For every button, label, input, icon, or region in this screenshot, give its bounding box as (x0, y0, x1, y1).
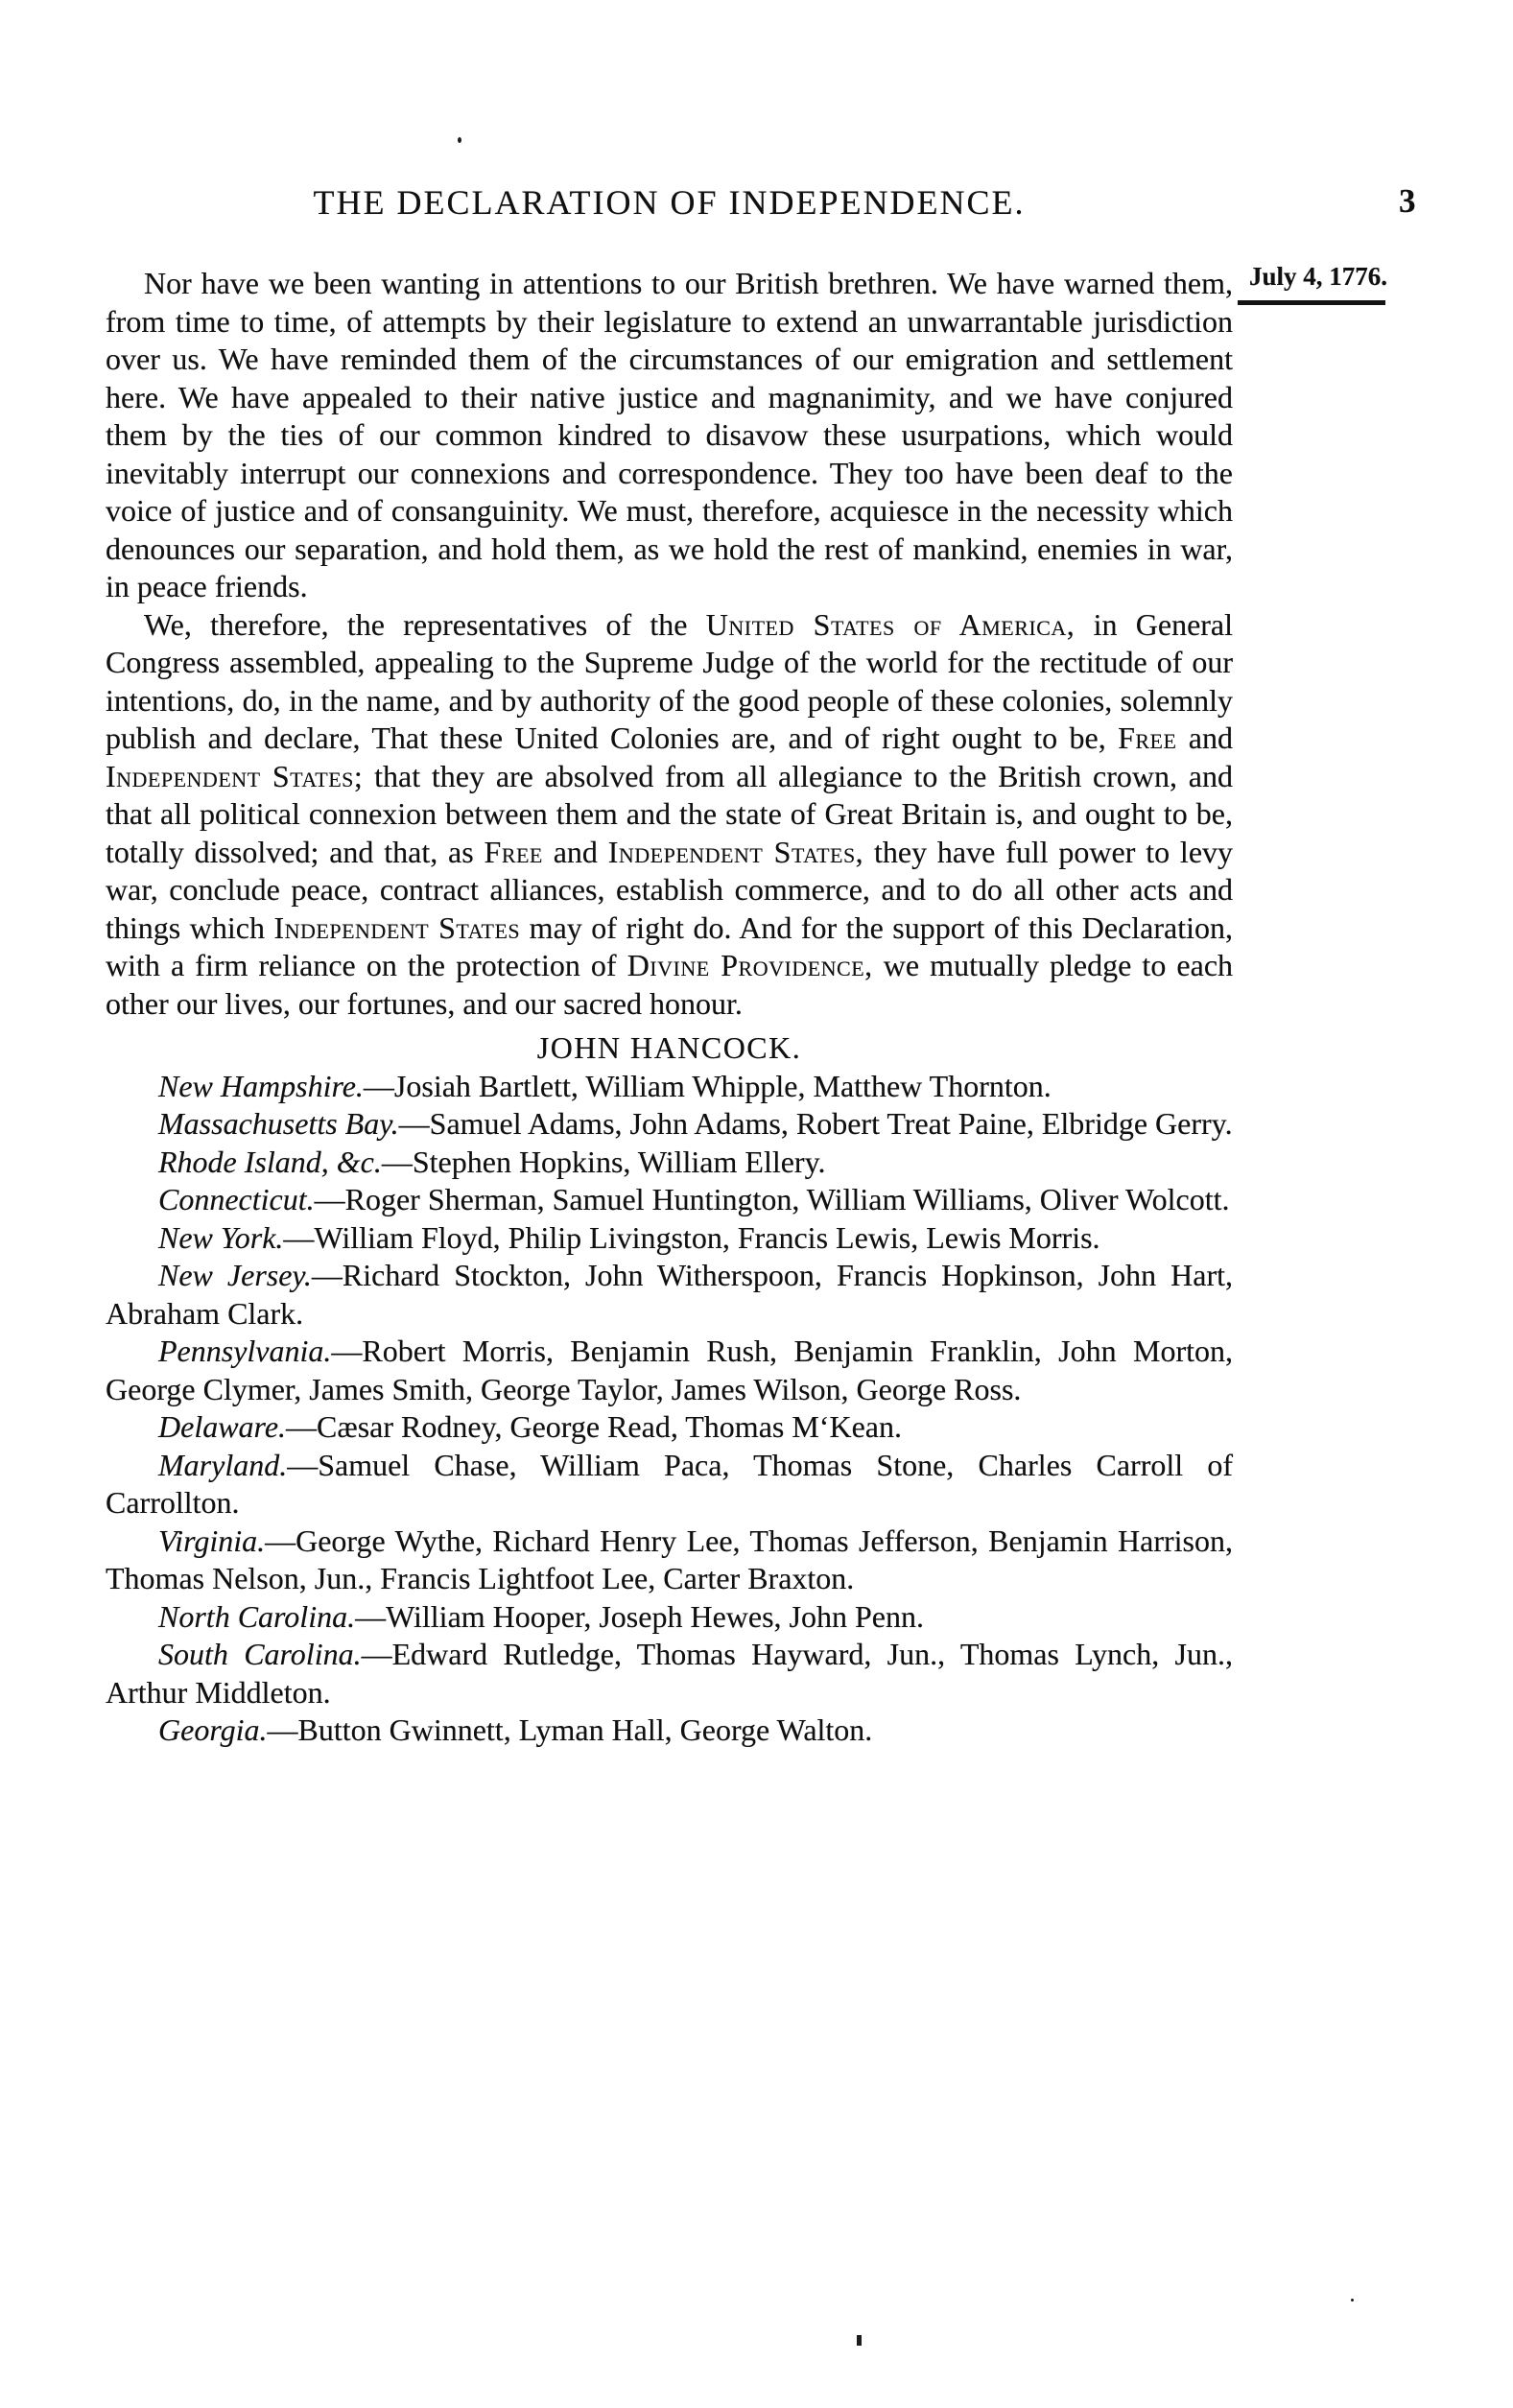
signer-line (106, 1219, 1233, 1258)
signer-state: North Carolina. (158, 1598, 356, 1634)
signer-state: New York. (158, 1219, 284, 1255)
em-dash: — (381, 1144, 413, 1179)
page-number: 3 (1399, 182, 1416, 220)
signer-names: Button Gwinnett, Lyman Hall, George Walton. (297, 1712, 873, 1747)
signer-state: Maryland. (158, 1447, 288, 1482)
signer-line (106, 1144, 1233, 1182)
em-dash: — (311, 1258, 343, 1292)
body-paragraph (106, 606, 1233, 1024)
em-dash: — (355, 1598, 387, 1634)
paragraph-text: we mutually pledge to each other our lives, our fortunes, and our sacred honour. (106, 948, 1234, 1021)
margin-note (1238, 261, 1415, 305)
signer-names: William Floyd, Philip Livingston, Francis Lewis, Lewis Morris. (314, 1219, 1100, 1255)
smallcaps-text: Free (1118, 720, 1177, 755)
body-paragraph (106, 265, 1233, 606)
signer-state: South Carolina. (158, 1637, 362, 1671)
signer-names: Stephen Hopkins, William Ellery. (412, 1144, 826, 1179)
signer-names: Cæsar Rodney, George Read, Thomas M‘Kean. (317, 1409, 902, 1444)
scan-speck (1351, 2299, 1354, 2302)
signer-line (106, 1712, 1233, 1750)
signer-names: Robert Morris, Benjamin Rush, Benjamin Franklin, John Morton, George Clymer, James Smith, George Taylor, James Wilson, George Ross. (106, 1334, 1233, 1406)
signer-names: George Wythe, Richard Henry Lee, Thomas Jefferson, Benjamin Harrison, Thomas Nelson, Jun., Francis Lightfoot Lee, Carter Braxton. (106, 1523, 1233, 1595)
signer-state: Virginia. (158, 1523, 266, 1558)
signer-state: Georgia. (158, 1712, 268, 1747)
signer-line (106, 1408, 1233, 1447)
signer-line (106, 1447, 1233, 1523)
smallcaps-text: Divine Providence, (626, 948, 873, 982)
signer-line (106, 1068, 1233, 1106)
em-dash: — (361, 1637, 392, 1671)
margin-note-date: July 4, 1776. (1249, 262, 1388, 291)
em-dash: — (314, 1182, 345, 1216)
margin-note-rule (1238, 300, 1385, 305)
paragraph-text: may of right do. And for the support of this Declaration, with a firm reliance on the protection of (106, 909, 1234, 982)
text-block (106, 265, 1233, 1750)
scan-speck (458, 137, 461, 143)
signer-line (106, 1523, 1233, 1598)
em-dash: — (331, 1334, 363, 1368)
signature-line: JOHN HANCOCK. (536, 1030, 802, 1065)
signer-names: Samuel Chase, William Paca, Thomas Stone, Charles Carroll of Carrollton. (106, 1447, 1233, 1520)
em-dash: — (265, 1523, 296, 1558)
em-dash: — (398, 1106, 430, 1141)
signer-line (106, 1257, 1233, 1333)
signer-names: William Hooper, Joseph Hewes, John Penn. (386, 1598, 924, 1634)
em-dash: — (286, 1409, 318, 1444)
em-dash: — (363, 1068, 394, 1103)
signer-state: New Jersey. (158, 1258, 312, 1292)
signer-names: Edward Rutledge, Thomas Hayward, Jun., Thomas Lynch, Jun., Arthur Middleton. (106, 1637, 1234, 1710)
signer-state: Connecticut. (158, 1182, 315, 1216)
signer-line (106, 1598, 1233, 1637)
em-dash: — (267, 1712, 298, 1747)
paragraph-text: in General Congress assembled, appealing to the Supreme Judge of the world for the rectitude of our intentions, do, in the name, and by authority of the good people of these colonies, solemnly publish and declare, That these United Colonies are, and of right ought to be, (106, 606, 1234, 755)
paragraph-text: We, therefore, the representatives of the (144, 606, 706, 642)
signer-names: Josiah Bartlett, William Whipple, Matthew Thornton. (393, 1068, 1052, 1103)
em-dash: — (283, 1219, 315, 1255)
signer-state: New Hampshire. (158, 1068, 364, 1103)
signer-names: Samuel Adams, John Adams, Robert Treat Paine, Elbridge Gerry. (429, 1106, 1233, 1141)
smallcaps-text: Independent States (273, 909, 521, 945)
body-text (106, 265, 1233, 1023)
signer-names: Roger Sherman, Samuel Huntington, William Williams, Oliver Wolcott. (344, 1182, 1230, 1216)
signer-state: Massachusetts Bay. (158, 1106, 399, 1141)
paragraph-text: Nor have we been wanting in attentions to our British brethren. We have warned them, from time to time, of attempts by their legislature to extend an unwarrantable jurisdiction over us. We have reminded them of the circumstances of our emigration and settlement here. We have appealed to their native justice and magnanimity, and we have conjured them by the ties of our common kindred to disavow these usurpations, which would inevitably interrupt our connexions and correspondence. They too have been deaf to the voice of justice and of consanguinity. We must, therefore, acquiesce in the necessity which denounces our separation, and hold them, as we hold the rest of mankind, enemies in war, in peace friends. (106, 266, 1233, 603)
signer-line (106, 1181, 1233, 1219)
signer-line (106, 1333, 1233, 1408)
paragraph-text: they have full power to levy war, conclude peace, contract alliances, establish commerce, and to do all other acts and things which (106, 834, 1234, 945)
paragraph-text: and (542, 834, 608, 869)
signers-list (106, 1068, 1233, 1750)
signer-line (106, 1105, 1233, 1144)
paragraph-text: that they are absolved from all allegiance to the British crown, and that all political connexion between them and the state of Great Britain is, and ought to be, totally dissolved; and that, as (106, 758, 1234, 869)
smallcaps-text: Independent States, (607, 834, 864, 869)
smallcaps-text: Independent States; (106, 758, 364, 793)
signer-line (106, 1636, 1233, 1712)
running-title: THE DECLARATION OF INDEPENDENCE. (313, 183, 1026, 222)
smallcaps-text: United States of America, (705, 606, 1076, 642)
scan-speck (857, 2335, 862, 2346)
signer-state: Pennsylvania. (158, 1334, 332, 1368)
smallcaps-text: Free (484, 834, 543, 869)
signer-state: Delaware. (158, 1409, 287, 1444)
em-dash: — (287, 1447, 319, 1482)
paragraph-text: and (1176, 720, 1234, 755)
signer-state: Rhode Island, &c. (158, 1144, 382, 1179)
signer-names: Richard Stockton, John Witherspoon, Francis Hopkinson, John Hart, Abraham Clark. (106, 1258, 1234, 1331)
